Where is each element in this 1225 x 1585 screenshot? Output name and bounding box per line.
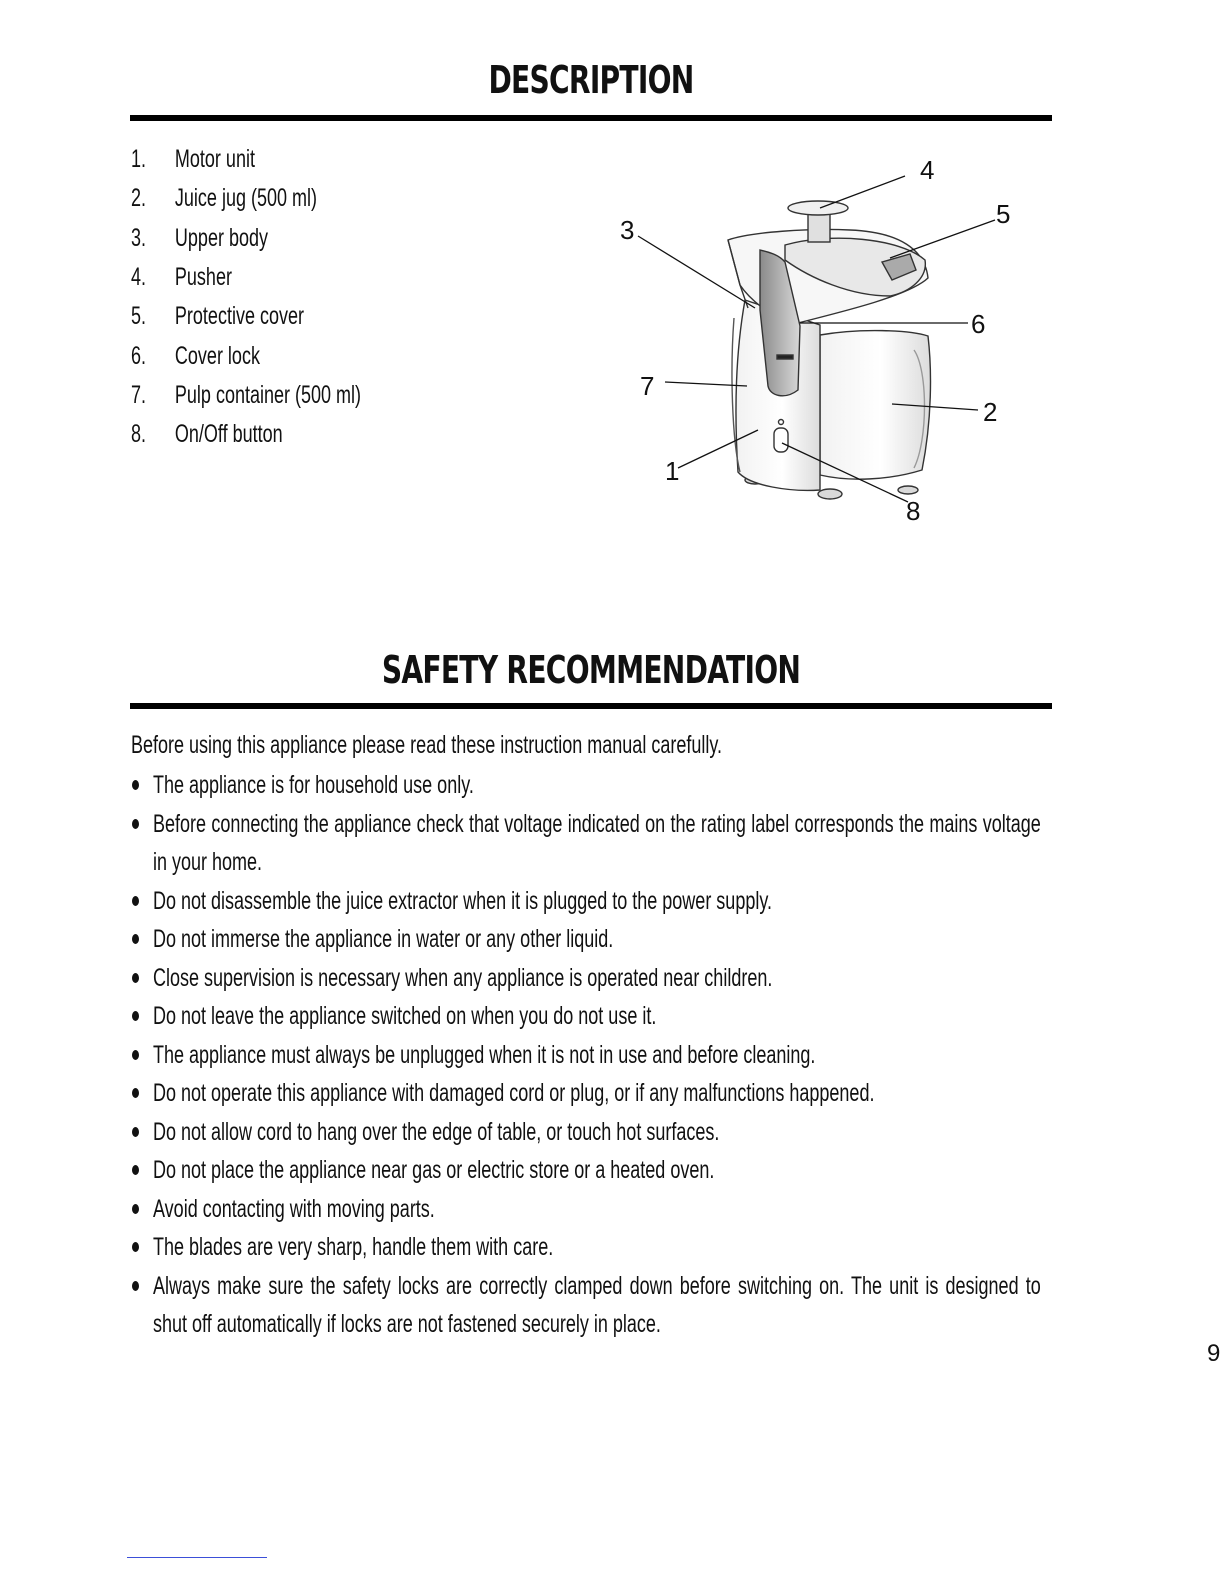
footer-rule: [127, 1557, 267, 1558]
callout-3: 3: [620, 215, 635, 245]
callout-6: 6: [971, 309, 986, 339]
bullet-icon: [132, 819, 139, 829]
list-item: 1. Motor unit: [131, 145, 255, 174]
list-item: 3. Upper body: [131, 223, 268, 252]
list-item: 8. On/Off button: [131, 420, 283, 449]
list-item: Do not disassemble the juice extractor when it is plugged to the power supply.: [131, 882, 1041, 921]
bullet-icon: [132, 973, 139, 983]
list-item: 5. Protective cover: [131, 302, 304, 331]
bullet-icon: [132, 1127, 139, 1137]
list-item: Avoid contacting with moving parts.: [131, 1190, 1041, 1229]
list-item: 7. Pulp container (500 ml): [131, 380, 362, 409]
callout-5: 5: [996, 199, 1011, 229]
list-item: The appliance must always be unplugged when it is not in use and before cleaning.: [131, 1036, 1041, 1075]
list-item: 6. Cover lock: [131, 341, 260, 370]
description-rule: [130, 115, 1052, 121]
bullet-icon: [132, 1165, 139, 1175]
bullet-icon: [132, 934, 139, 944]
safety-list: [131, 766, 1041, 1344]
bullet-icon: [132, 1242, 139, 1252]
safety-intro: Before using this appliance please read these instruction manual carefully.: [131, 731, 723, 759]
callout-1: 1: [665, 456, 680, 486]
list-item: Before connecting the appliance check that voltage indicated on the rating label corresponds the mains voltage in your home.: [131, 805, 1041, 882]
parts-list: [131, 140, 450, 454]
bullet-icon: [132, 1281, 139, 1291]
bullet-icon: [132, 896, 139, 906]
bullet-icon: [132, 1011, 139, 1021]
list-item: Do not allow cord to hang over the edge of table, or touch hot surfaces.: [131, 1113, 1041, 1152]
juicer-diagram: [610, 150, 1050, 535]
safety-heading: SAFETY RECOMMENDATION: [381, 648, 801, 692]
callout-8: 8: [906, 496, 921, 526]
list-item: The appliance is for household use only.: [131, 766, 1041, 805]
list-item: Do not operate this appliance with damaged cord or plug, or if any malfunctions happened.: [131, 1074, 1041, 1113]
list-item: Do not place the appliance near gas or electric store or a heated oven.: [131, 1151, 1041, 1190]
list-item: 4. Pusher: [131, 263, 232, 292]
list-item: Do not leave the appliance switched on when you do not use it.: [131, 997, 1041, 1036]
list-item: Do not immerse the appliance in water or any other liquid.: [131, 920, 1041, 959]
callout-7: 7: [640, 371, 655, 401]
page-number: 9: [1207, 1340, 1221, 1367]
callout-2: 2: [983, 397, 998, 427]
list-item: Close supervision is necessary when any appliance is operated near children.: [131, 959, 1041, 998]
safety-rule: [130, 703, 1052, 709]
description-heading: DESCRIPTION: [488, 58, 694, 102]
callout-4: 4: [920, 155, 935, 185]
list-item: 2. Juice jug (500 ml): [131, 184, 317, 213]
list-item: The blades are very sharp, handle them with care.: [131, 1228, 1041, 1267]
bullet-icon: [132, 1050, 139, 1060]
bullet-icon: [132, 1204, 139, 1214]
list-item: Always make sure the safety locks are correctly clamped down before switching on. The unit is designed to shut off automatically if locks are not fastened securely in place.: [131, 1267, 1041, 1344]
bullet-icon: [132, 780, 139, 790]
bullet-icon: [132, 1088, 139, 1098]
